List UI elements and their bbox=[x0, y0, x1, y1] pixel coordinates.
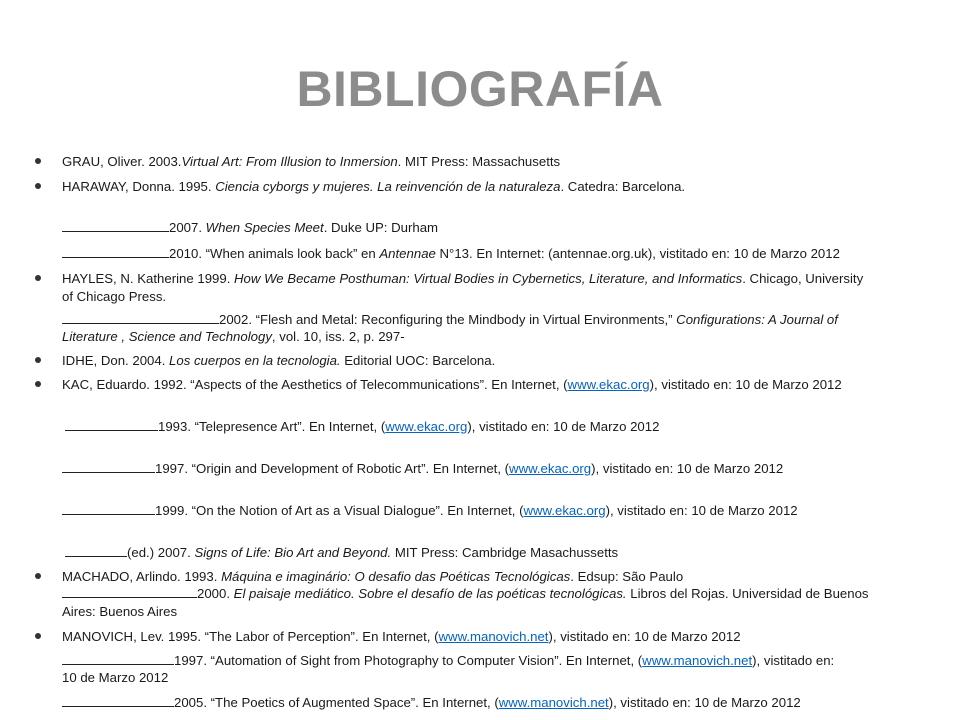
entry-text: , vol. 10, iss. 2, p. 297- bbox=[271, 329, 405, 344]
entry-text: ), vistitado en: 10 de Marzo 2012 bbox=[548, 629, 741, 644]
entry-text: HAYLES, N. Katherine 1999. bbox=[62, 271, 235, 286]
entry-title: When Species Meet bbox=[205, 220, 324, 235]
entry-title: Configurations: A Journal of bbox=[676, 312, 838, 327]
entry-kac bbox=[62, 376, 842, 393]
entry-haraway bbox=[62, 178, 685, 195]
entry-text: 1999. “On the Notion of Art as a Visual Dialogue”. En Internet, ( bbox=[155, 503, 524, 518]
entry-text: ), vistitado en: bbox=[752, 653, 835, 668]
bullet bbox=[35, 633, 41, 639]
entry-title: How We Became Posthuman: Virtual Bodies in Cybernetics, Literature, and Informatics bbox=[234, 271, 743, 286]
entry-machado bbox=[62, 568, 683, 585]
entry-text: 2002. “Flesh and Metal: Reconfiguring the Mindbody in Virtual Environments,” bbox=[219, 312, 677, 327]
entry-machado-sub1 bbox=[62, 585, 869, 602]
author-repeat-line bbox=[62, 245, 169, 258]
entry-text: 1997. “Automation of Sight from Photography to Computer Vision”. En Internet, ( bbox=[174, 653, 643, 668]
entry-kac-sub2 bbox=[62, 460, 783, 477]
entry-text: 2010. “When animals look back” en bbox=[169, 246, 380, 261]
bullet bbox=[35, 357, 41, 363]
entry-hayles-cont bbox=[62, 288, 166, 305]
entry-text: . Catedra: Barcelona. bbox=[560, 179, 686, 194]
entry-text: . Edsup: São Paulo bbox=[570, 569, 684, 584]
entry-text: Aires: Buenos Aires bbox=[62, 604, 178, 619]
author-repeat-line bbox=[62, 219, 169, 232]
author-repeat-line bbox=[62, 652, 174, 665]
entry-text: 1997. “Origin and Development of Robotic Art”. En Internet, ( bbox=[155, 461, 510, 476]
ekac-link[interactable]: www.ekac.org bbox=[385, 419, 468, 434]
entry-hayles-sub1-cont bbox=[62, 328, 405, 345]
entry-title: Antennae bbox=[379, 246, 436, 261]
entry-text: HARAWAY, Donna. 1995. bbox=[62, 179, 216, 194]
entry-text: . Duke UP: Durham bbox=[323, 220, 439, 235]
author-repeat-line bbox=[62, 585, 197, 598]
entry-title: Virtual Art: From Illusion to Inmersion bbox=[181, 154, 398, 169]
entry-text: Libros del Rojas. Universidad de Buenos bbox=[626, 586, 869, 601]
ekac-link[interactable]: www.ekac.org bbox=[523, 503, 606, 518]
author-repeat-line bbox=[65, 544, 127, 557]
entry-hayles bbox=[62, 270, 863, 287]
entry-text: of Chicago Press. bbox=[62, 289, 167, 304]
entry-text: 2000. bbox=[197, 586, 234, 601]
entry-hayles-sub1 bbox=[62, 311, 838, 328]
entry-title: Signs of Life: Bio Art and Beyond. bbox=[194, 545, 392, 560]
entry-title: El paisaje mediático. Sobre el desafío de las poéticas tecnológicas. bbox=[233, 586, 627, 601]
entry-text: ), vistitado en: 10 de Marzo 2012 bbox=[608, 695, 801, 710]
author-repeat-line bbox=[62, 694, 174, 707]
author-repeat-line bbox=[62, 460, 155, 473]
entry-text: . MIT Press: Massachusetts bbox=[397, 154, 561, 169]
entry-text: 2007. bbox=[169, 220, 206, 235]
entry-kac-sub3 bbox=[62, 502, 798, 519]
entry-text: IDHE, Don. 2004. bbox=[62, 353, 170, 368]
entry-manovich-sub1 bbox=[62, 652, 834, 669]
entry-text: GRAU, Oliver. 2003. bbox=[62, 154, 182, 169]
entry-title: Ciencia cyborgs y mujeres. La reinvención de la naturaleza bbox=[215, 179, 561, 194]
entry-machado-sub1-cont bbox=[62, 603, 177, 620]
entry-text: 1993. “Telepresence Art”. En Internet, ( bbox=[158, 419, 386, 434]
entry-haraway-sub1 bbox=[62, 219, 438, 236]
entry-text: MACHADO, Arlindo. 1993. bbox=[62, 569, 222, 584]
entry-text: 10 de Marzo 2012 bbox=[62, 670, 169, 685]
entry-title: Los cuerpos en la tecnologia. bbox=[169, 353, 341, 368]
author-repeat-line bbox=[65, 418, 158, 431]
entry-text: MIT Press: Cambridge Masachussetts bbox=[391, 545, 619, 560]
entry-text: N°13. En Internet: (antennae.org.uk), vistitado en: 10 de Marzo 2012 bbox=[435, 246, 840, 261]
entry-manovich-sub2 bbox=[62, 694, 801, 711]
entry-text: ), vistitado en: 10 de Marzo 2012 bbox=[649, 377, 842, 392]
entry-title: Máquina e imaginário: O desafio das Poéticas Tecnológicas bbox=[221, 569, 571, 584]
manovich-link[interactable]: www.manovich.net bbox=[498, 695, 609, 710]
ekac-link[interactable]: www.ekac.org bbox=[567, 377, 650, 392]
entry-kac-sub4 bbox=[65, 544, 618, 561]
bullet bbox=[35, 183, 41, 189]
entry-idhe bbox=[62, 352, 495, 369]
entry-text: ), vistitado en: 10 de Marzo 2012 bbox=[591, 461, 784, 476]
author-repeat-line bbox=[62, 311, 219, 324]
entry-text: Editorial UOC: Barcelona. bbox=[340, 353, 496, 368]
entry-haraway-sub2 bbox=[62, 245, 840, 262]
entry-text: KAC, Eduardo. 1992. “Aspects of the Aesthetics of Telecommunications”. En Internet, ( bbox=[62, 377, 568, 392]
manovich-link[interactable]: www.manovich.net bbox=[642, 653, 753, 668]
bullet bbox=[35, 158, 41, 164]
bullet bbox=[35, 573, 41, 579]
entry-text: ), vistitado en: 10 de Marzo 2012 bbox=[467, 419, 660, 434]
entry-grau bbox=[62, 153, 560, 170]
entry-text: (ed.) 2007. bbox=[127, 545, 195, 560]
entry-manovich bbox=[62, 628, 741, 645]
entry-text: . Chicago, University bbox=[742, 271, 864, 286]
bullet bbox=[35, 381, 41, 387]
entry-text: MANOVICH, Lev. 1995. “The Labor of Perception”. En Internet, ( bbox=[62, 629, 439, 644]
entry-kac-sub1 bbox=[65, 418, 659, 435]
entry-title: Literature , Science and Technology bbox=[62, 329, 272, 344]
bullet bbox=[35, 275, 41, 281]
entry-text: ), vistitado en: 10 de Marzo 2012 bbox=[605, 503, 798, 518]
entry-text: 2005. “The Poetics of Augmented Space”. En Internet, ( bbox=[174, 695, 499, 710]
author-repeat-line bbox=[62, 502, 155, 515]
ekac-link[interactable]: www.ekac.org bbox=[509, 461, 592, 476]
manovich-link[interactable]: www.manovich.net bbox=[438, 629, 549, 644]
entry-manovich-sub1-cont bbox=[62, 669, 168, 686]
page-title: BIBLIOGRAFÍA bbox=[296, 61, 664, 117]
